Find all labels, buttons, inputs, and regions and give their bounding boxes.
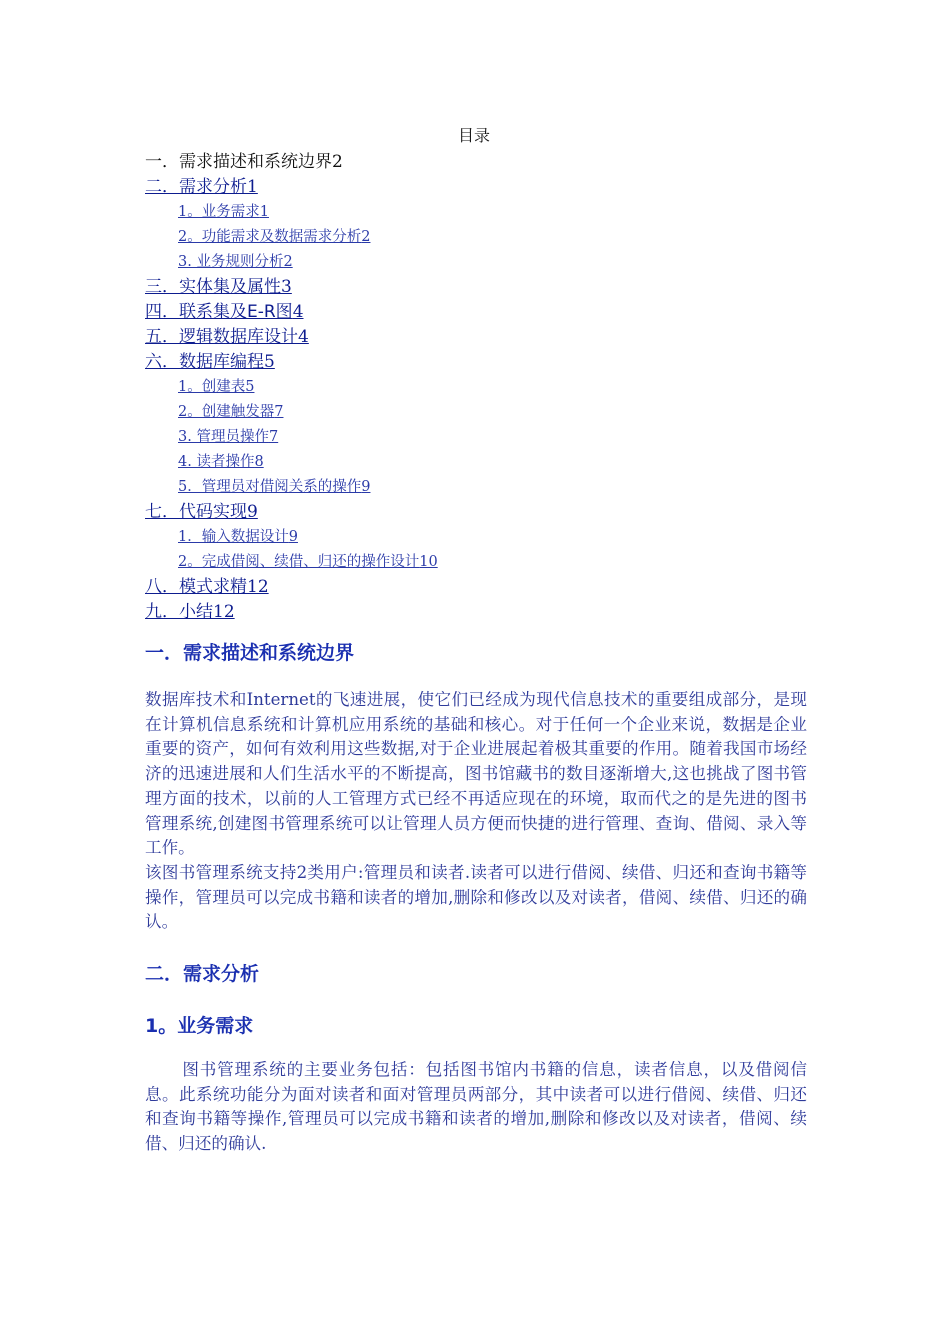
toc-item-6-3[interactable]	[145, 425, 807, 450]
toc-page-number: 12	[247, 577, 269, 597]
toc-item-2-2[interactable]	[145, 225, 807, 250]
toc-page-number: 3	[281, 277, 292, 297]
toc-link[interactable]	[145, 177, 258, 197]
toc-page-number: 7	[268, 429, 279, 445]
section-requirements-analysis	[145, 960, 807, 1157]
toc-page-number: 5	[245, 379, 255, 395]
toc-item-4[interactable]	[145, 300, 807, 325]
toc-page-number: 4	[292, 302, 304, 322]
toc-item-2-3[interactable]	[145, 250, 807, 275]
toc-link[interactable]	[145, 577, 269, 597]
table-of-contents	[145, 150, 807, 625]
toc-label: 2。完成借阅、续借、归还的操作设计	[178, 554, 420, 570]
toc-label: 1．输入数据设计	[178, 529, 289, 545]
toc-link[interactable]	[178, 479, 370, 495]
toc-link[interactable]	[178, 554, 438, 570]
subsection-heading: 1。业务需求	[145, 1015, 254, 1038]
toc-item-2-1[interactable]	[145, 200, 807, 225]
toc-link[interactable]	[178, 204, 269, 220]
document-page	[145, 122, 807, 1157]
toc-item-3[interactable]	[145, 275, 807, 300]
toc-label: 1。业务需求	[178, 204, 260, 220]
toc-page-number: 12	[213, 602, 235, 622]
toc-page-number: 4	[298, 327, 309, 347]
toc-link[interactable]	[178, 254, 293, 270]
toc-item-6-5[interactable]	[145, 475, 807, 500]
toc-label: 3. 业务规则分析	[178, 254, 284, 270]
toc-link[interactable]	[178, 529, 298, 545]
body-paragraph: 图书管理系统的主要业务包括：包括图书馆内书籍的信息，读者信息，以及借阅信息。此系统功能分为面对读者和面对管理员两部分，其中读者可以进行借阅、续借、归还和查询书籍等操作,管理员可以完成书籍和读者的增加,删除和修改以及对读者，借阅、续借、归还的确认.	[145, 1060, 807, 1154]
toc-label: 八．模式求精	[145, 577, 247, 597]
toc-label: 3. 管理员操作	[178, 429, 269, 445]
toc-label: 4. 读者操作	[178, 454, 255, 470]
toc-item-5[interactable]	[145, 325, 807, 350]
section-heading: 二．需求分析	[145, 963, 260, 986]
toc-label: 三．实体集及属性	[145, 277, 281, 297]
toc-item-9[interactable]	[145, 600, 807, 625]
toc-label: 一．需求描述和系统边界	[145, 152, 332, 172]
body-paragraph: 数据库技术和Internet的飞速进展，使它们已经成为现代信息技术的重要组成部分，是现在计算机信息系统和计算机应用系统的基础和核心。对于任何一个企业来说，数据是企业重要的资产，如何有效利用这些数据,对于企业进展起着极其重要的作用。随着我国市场经济的迅速进展和人们生活水平的不断提高，图书馆藏书的数目逐渐增大,这也挑战了图书管理方面的技术，以前的人工管理方式已经不再适应现在的环境，取而代之的是先进的图书管理系统,创建图书管理系统可以让管理人员方便而快捷的进行管理、查询、借阅、录入等工作。	[145, 690, 807, 858]
toc-link[interactable]	[145, 277, 292, 297]
toc-page-number: 2	[283, 254, 293, 270]
toc-page-number: 7	[274, 404, 284, 420]
toc-link[interactable]	[145, 602, 235, 622]
toc-link[interactable]	[178, 404, 283, 420]
toc-page-number: 2	[332, 152, 343, 172]
toc-link[interactable]	[178, 429, 278, 445]
toc-item-7[interactable]	[145, 500, 807, 525]
toc-label: 2。创建触发器	[178, 404, 275, 420]
toc-item-7-1[interactable]	[145, 525, 807, 550]
toc-title: 目录	[457, 126, 490, 145]
toc-label: 六．数据库编程	[145, 352, 264, 372]
toc-label: 1。创建表	[178, 379, 246, 395]
toc-item-8[interactable]	[145, 575, 807, 600]
toc-page-number: 9	[361, 479, 371, 495]
toc-label: 九．小结	[145, 602, 213, 622]
toc-item-6-1[interactable]	[145, 375, 807, 400]
toc-link[interactable]	[178, 379, 254, 395]
toc-link[interactable]	[145, 502, 258, 522]
toc-page-number: 1	[247, 177, 258, 197]
toc-link[interactable]	[178, 454, 264, 470]
toc-page-number: 2	[361, 229, 371, 245]
toc-item-6[interactable]	[145, 350, 807, 375]
toc-label: 四．联系集及E-R图	[145, 302, 293, 322]
toc-link[interactable]	[145, 327, 309, 347]
toc-page-number: 1	[259, 204, 269, 220]
section-requirements-description	[145, 639, 807, 935]
toc-item-2[interactable]	[145, 175, 807, 200]
toc-page-number: 8	[254, 454, 264, 470]
toc-page-number: 10	[419, 554, 438, 570]
toc-label: 二．需求分析	[145, 177, 247, 197]
toc-item-1[interactable]	[145, 150, 807, 175]
toc-item-6-2[interactable]	[145, 400, 807, 425]
toc-link[interactable]	[145, 152, 343, 172]
toc-link[interactable]	[145, 352, 275, 372]
toc-link[interactable]	[178, 229, 370, 245]
body-paragraph: 该图书管理系统支持2类用户:管理员和读者.读者可以进行借阅、续借、归还和查询书籍等操作，管理员可以完成书籍和读者的增加,删除和修改以及对读者，借阅、续借、归还的确认。	[145, 862, 807, 932]
toc-label: 5．管理员对借阅关系的操作	[178, 479, 362, 495]
toc-label: 2。功能需求及数据需求分析	[178, 229, 362, 245]
section-heading: 一．需求描述和系统边界	[145, 642, 355, 664]
toc-label: 五．逻辑数据库设计	[145, 327, 298, 347]
toc-link[interactable]	[145, 302, 304, 322]
toc-item-7-2[interactable]	[145, 550, 807, 575]
toc-page-number: 9	[288, 529, 298, 545]
toc-item-6-4[interactable]	[145, 450, 807, 475]
toc-page-number: 5	[264, 352, 275, 372]
toc-label: 七．代码实现	[145, 502, 247, 522]
toc-page-number: 9	[247, 502, 258, 522]
